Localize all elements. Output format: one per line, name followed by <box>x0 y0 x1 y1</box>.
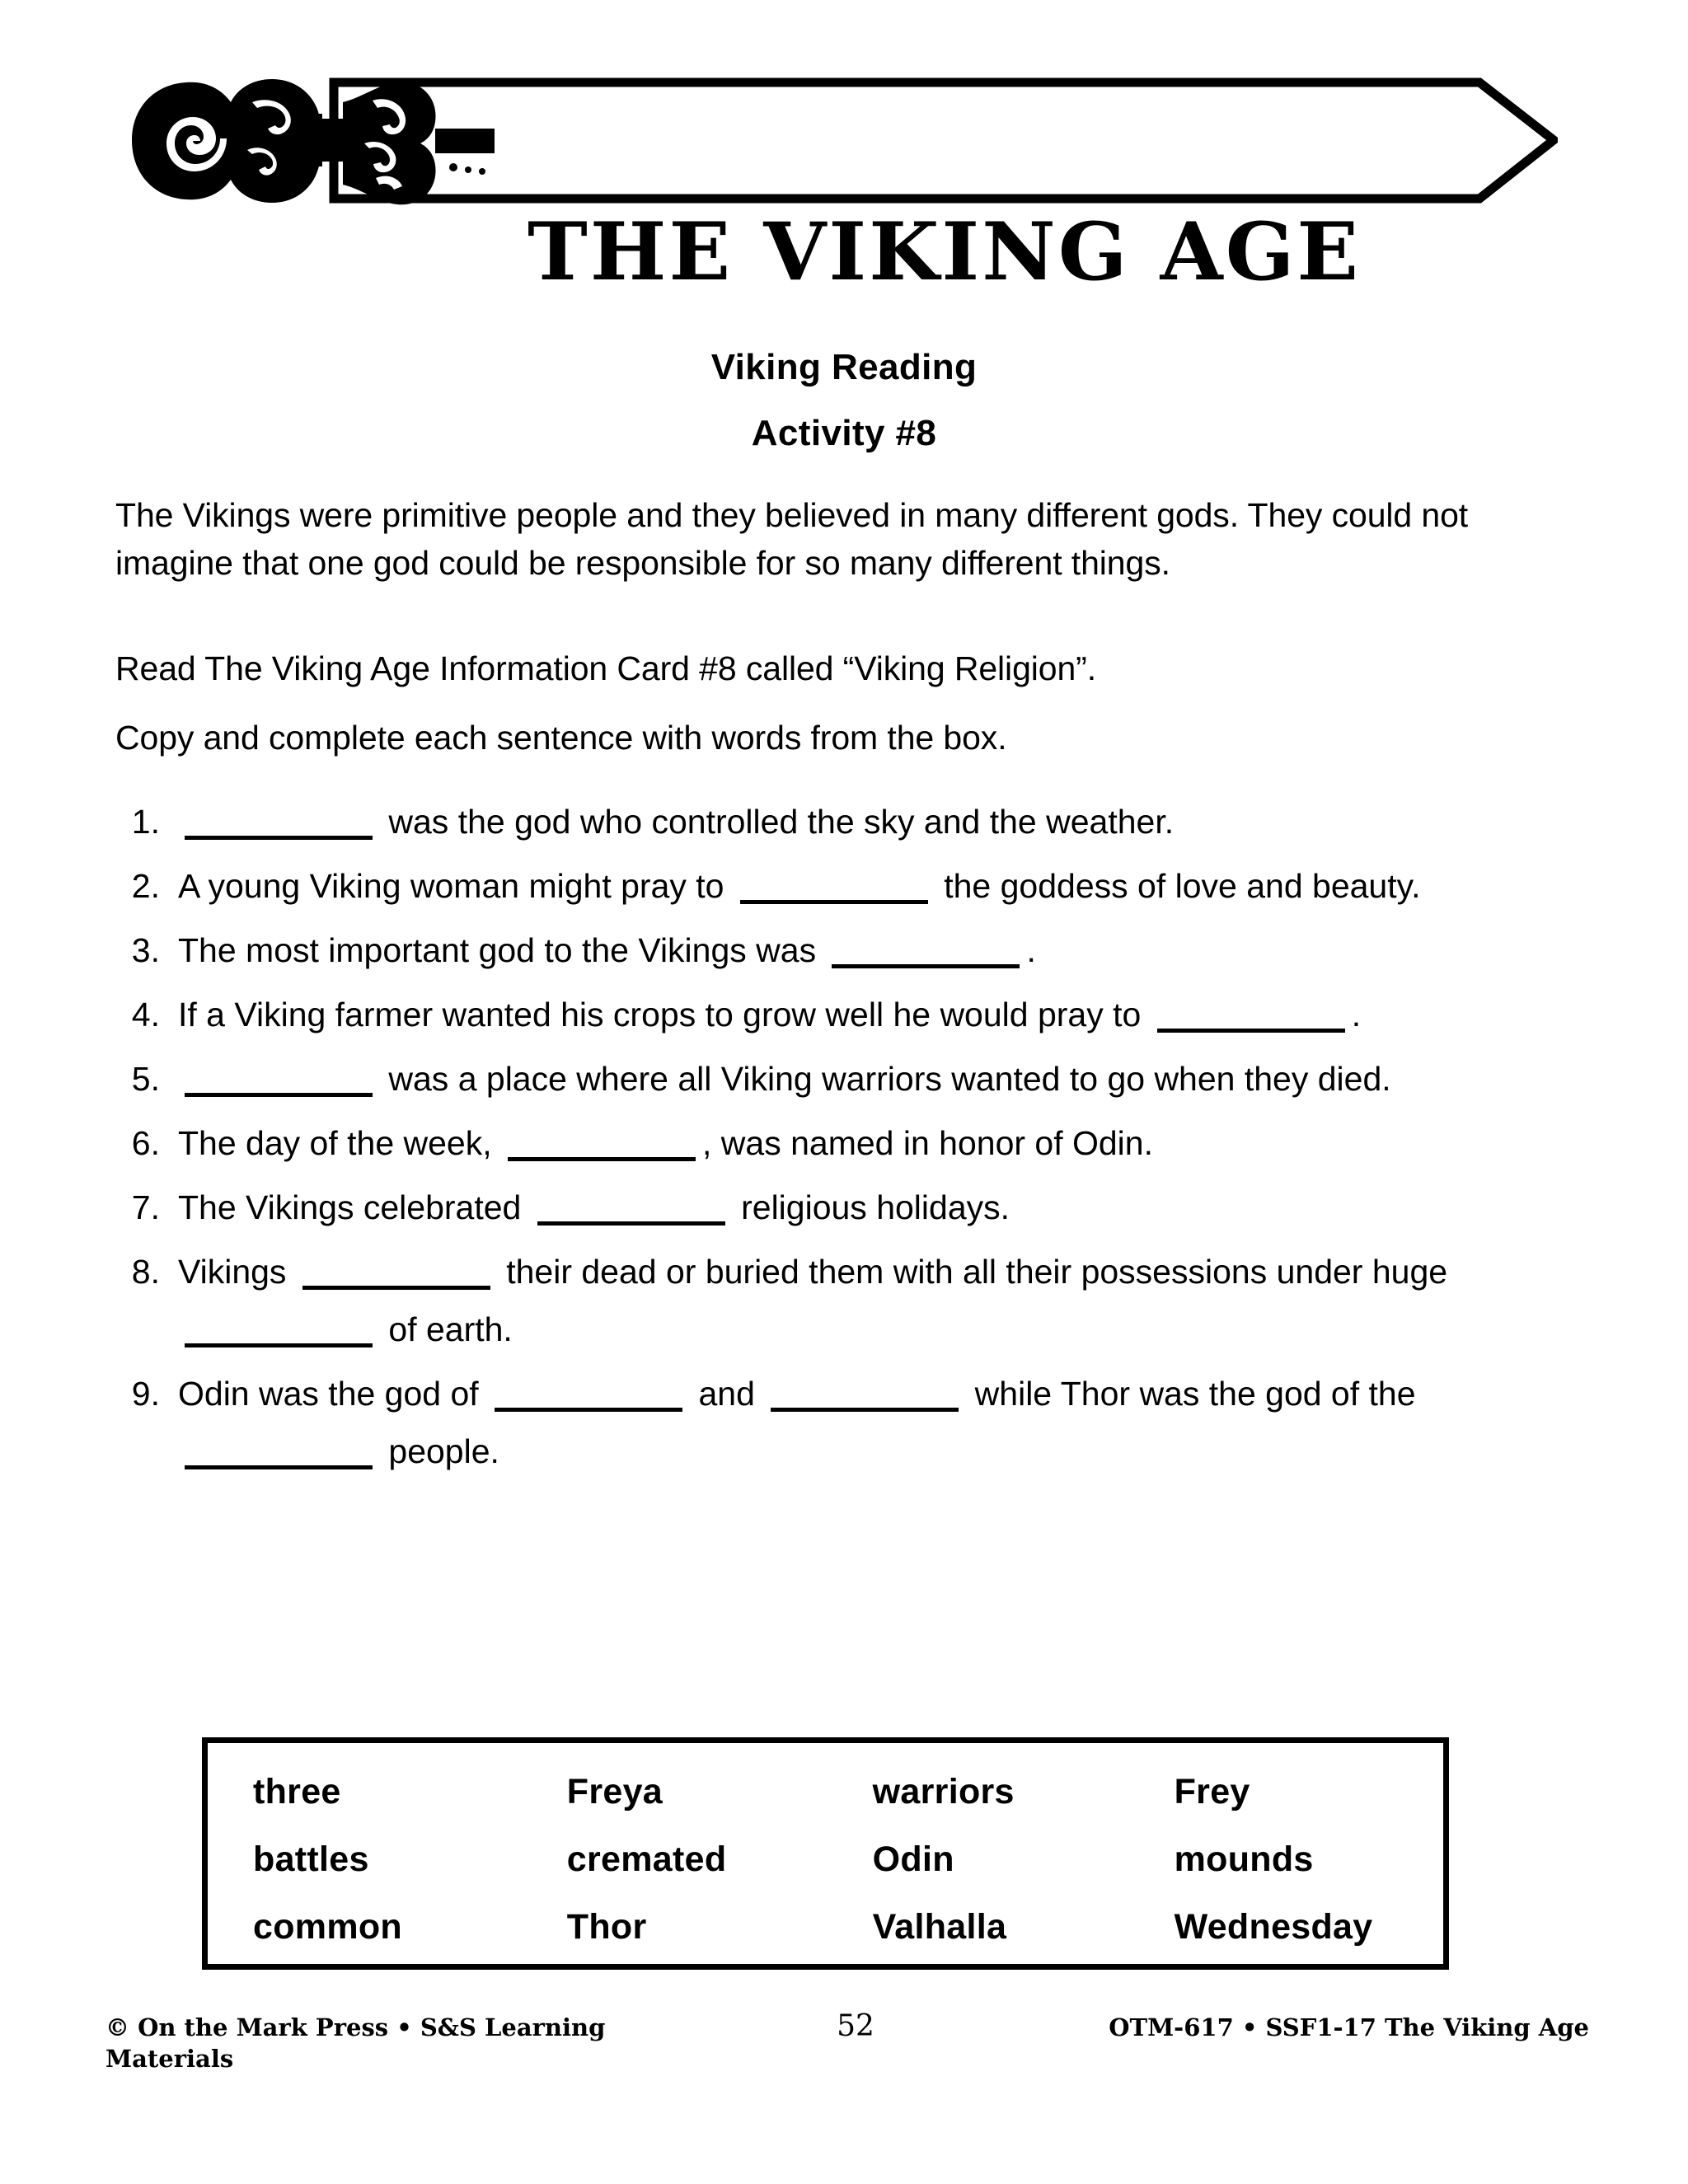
footer-product-code: OTM-617 • SSF1-17 The Viking Age <box>1109 2013 1589 2041</box>
question-text-segment: The most important god to the Vikings was <box>178 931 826 969</box>
page-footer <box>106 2011 1589 2074</box>
word-bank-word[interactable]: three <box>253 1772 341 1811</box>
answer-blank[interactable] <box>185 1431 373 1469</box>
answer-blank[interactable] <box>185 1058 373 1097</box>
question-item <box>124 857 1607 915</box>
copy-instruction: Copy and complete each sentence with words from the box. <box>115 719 1007 757</box>
question-text-segment: Vikings <box>178 1253 296 1291</box>
word-bank-box <box>202 1737 1449 1970</box>
question-item <box>124 1179 1607 1236</box>
word-bank-word[interactable]: Thor <box>566 1907 647 1947</box>
word-bank-row <box>253 1837 1443 1905</box>
answer-blank[interactable] <box>185 1309 373 1347</box>
answer-blank[interactable] <box>495 1373 682 1412</box>
word-bank-row <box>253 1769 1443 1837</box>
question-text <box>178 1243 1607 1358</box>
word-bank-row <box>253 1905 1443 1972</box>
word-bank-word[interactable]: Wednesday <box>1174 1907 1373 1947</box>
subtitle-activity-number: Activity #8 <box>751 413 937 453</box>
footer-page-number: 52 <box>837 2009 874 2043</box>
word-bank-word[interactable]: Frey <box>1174 1772 1250 1811</box>
question-text-segment: If a Viking farmer wanted his crops to grow well he would pray to <box>178 996 1151 1033</box>
word-bank-word[interactable]: cremated <box>566 1840 727 1879</box>
word-bank-word[interactable]: Freya <box>566 1772 663 1811</box>
question-text-segment: The Vikings celebrated <box>178 1188 531 1226</box>
question-text <box>178 921 1607 979</box>
question-text-segment: was a place where all Viking warriors wanted to go when they died. <box>379 1060 1391 1098</box>
question-text-segment: while Thor was the god of the <box>965 1375 1416 1413</box>
question-item <box>124 1050 1607 1108</box>
question-number: 8. <box>131 1253 160 1291</box>
question-text-segment: the goddess of love and beauty. <box>934 867 1421 905</box>
question-item <box>124 921 1607 979</box>
word-bank-word[interactable]: common <box>253 1907 402 1947</box>
question-item <box>124 1365 1607 1480</box>
footer-copyright: © On the Mark Press • S&S Learning Materials <box>106 2013 606 2073</box>
word-bank-word[interactable]: warriors <box>872 1772 1015 1811</box>
question-text <box>178 986 1607 1043</box>
banner-shape <box>107 64 1558 217</box>
subtitle-viking-reading: Viking Reading <box>710 347 978 387</box>
question-text-segment: , was named in honor of Odin. <box>702 1124 1153 1162</box>
answer-blank[interactable] <box>302 1251 490 1290</box>
word-bank-word[interactable]: battles <box>253 1840 369 1879</box>
question-text-segment: The day of the week, <box>178 1124 502 1162</box>
answer-blank[interactable] <box>508 1122 696 1161</box>
question-number: 2. <box>131 867 160 905</box>
word-bank-word[interactable]: mounds <box>1174 1840 1314 1879</box>
question-text <box>178 793 1607 851</box>
answer-blank[interactable] <box>771 1373 959 1412</box>
question-text-segment: and <box>689 1375 765 1413</box>
intro-paragraph: The Vikings were primitive people and they believed in many different gods. They could not imagine that one god could be responsible for so many different things. <box>115 496 1469 582</box>
word-bank-word[interactable]: Odin <box>872 1840 954 1879</box>
question-text-segment: was the god who controlled the sky and the weather. <box>379 803 1175 841</box>
question-text-segment: Odin was the god of <box>178 1375 489 1413</box>
question-text <box>178 1050 1607 1108</box>
question-text <box>178 857 1607 915</box>
answer-blank[interactable] <box>740 865 928 904</box>
answer-blank[interactable] <box>185 801 373 840</box>
question-text <box>178 1114 1607 1172</box>
question-number: 1. <box>131 803 160 841</box>
question-number: 4. <box>131 996 160 1033</box>
answer-blank[interactable] <box>1157 994 1345 1033</box>
question-text <box>178 1179 1607 1236</box>
question-text <box>178 1365 1607 1480</box>
question-text-segment: . <box>1351 996 1362 1033</box>
question-text-segment: of earth. <box>379 1310 513 1348</box>
question-number: 5. <box>131 1060 160 1098</box>
question-item <box>124 986 1607 1043</box>
word-bank-word[interactable]: Valhalla <box>872 1907 1007 1947</box>
question-text-segment: . <box>1026 931 1036 969</box>
question-number: 9. <box>131 1375 160 1413</box>
page-banner <box>0 64 1688 298</box>
answer-blank[interactable] <box>832 930 1020 968</box>
read-instruction: Read The Viking Age Information Card #8 called “Viking Religion”. <box>115 649 1097 687</box>
question-item <box>124 1114 1607 1172</box>
question-item <box>124 1243 1607 1358</box>
question-text-segment: their dead or buried them with all their possessions under huge <box>496 1253 1448 1291</box>
question-text-segment: people. <box>379 1432 499 1470</box>
question-number: 6. <box>131 1124 160 1162</box>
question-number: 7. <box>131 1188 160 1226</box>
question-list <box>124 793 1607 1487</box>
question-text-segment: religious holidays. <box>731 1188 1010 1226</box>
question-number: 3. <box>131 931 160 969</box>
question-text-segment: A young Viking woman might pray to <box>178 867 734 905</box>
question-item <box>124 793 1607 851</box>
answer-blank[interactable] <box>537 1187 725 1226</box>
banner-title: THE VIKING AGE <box>528 205 1362 298</box>
